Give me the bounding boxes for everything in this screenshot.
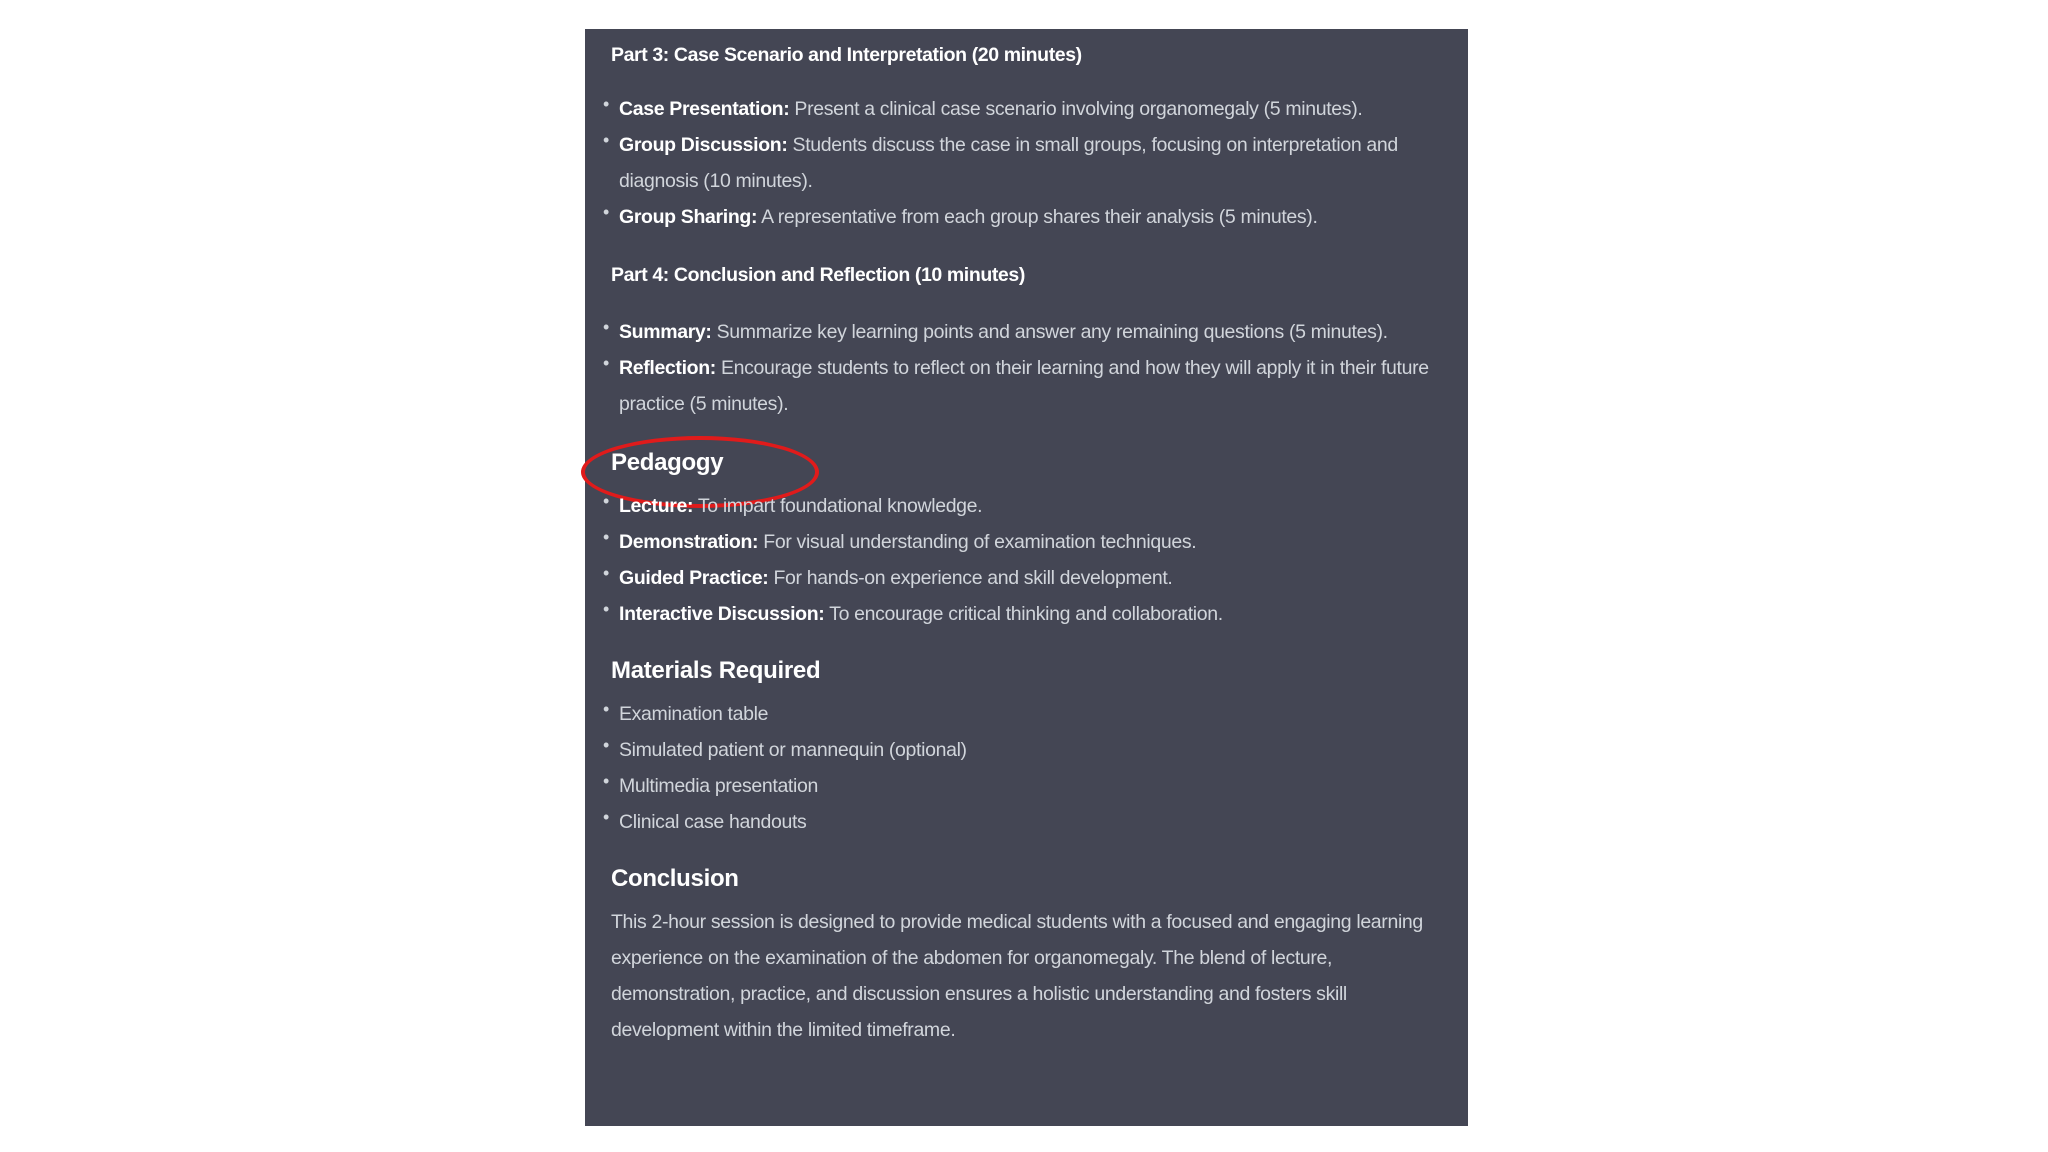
- list-item: [603, 127, 1448, 199]
- list-item: [603, 350, 1448, 422]
- bullet-icon: •: [603, 527, 609, 547]
- item-text: Multimedia presentation: [619, 775, 818, 797]
- part3-list: [603, 91, 1448, 235]
- item-text: Students discuss the case in small groups, focusing on interpretation and diagnosis (10 minutes).: [619, 134, 1398, 192]
- item-text: To encourage critical thinking and collaboration.: [824, 603, 1223, 625]
- part4-list: [603, 314, 1448, 422]
- list-item: [603, 696, 1448, 732]
- pedagogy-list: [603, 488, 1448, 632]
- item-text: Encourage students to reflect on their learning and how they will apply it in their future practice (5 minutes).: [619, 357, 1429, 415]
- conclusion-paragraph: This 2-hour session is designed to provide medical students with a focused and engaging learning experience on the examination of the abdomen for organomegaly. The blend of lecture, demonstration, practice, and discussion ensures a holistic understanding and fosters skill development within the limited timeframe.: [611, 911, 1423, 1041]
- part4-section: [603, 260, 1448, 422]
- item-text: A representative from each group shares their analysis (5 minutes).: [757, 206, 1318, 228]
- item-text: Present a clinical case scenario involving organomegaly (5 minutes).: [789, 98, 1363, 120]
- item-label: Group Sharing:: [619, 206, 758, 228]
- item-label: Summary:: [619, 321, 712, 343]
- conclusion-heading: Conclusion: [611, 865, 739, 892]
- item-text: To impart foundational knowledge.: [693, 495, 983, 517]
- item-label: Group Discussion:: [619, 134, 788, 156]
- bullet-icon: •: [603, 807, 609, 827]
- item-label: Demonstration:: [619, 531, 759, 553]
- bullet-icon: •: [603, 353, 609, 373]
- item-text: Examination table: [619, 703, 769, 725]
- item-label: Lecture:: [619, 495, 694, 517]
- part3-section: [603, 40, 1448, 235]
- bullet-icon: •: [603, 94, 609, 114]
- pedagogy-heading-wrap: [611, 446, 723, 480]
- materials-heading: Materials Required: [611, 657, 821, 684]
- pedagogy-heading: Pedagogy: [611, 449, 724, 476]
- materials-section: [603, 654, 1448, 840]
- bullet-icon: •: [603, 599, 609, 619]
- bullet-icon: •: [603, 699, 609, 719]
- item-text: For visual understanding of examination techniques.: [758, 531, 1197, 553]
- chat-response-panel: [585, 29, 1468, 1126]
- item-text: Summarize key learning points and answer any remaining questions (5 minutes).: [711, 321, 1388, 343]
- list-item: [603, 732, 1448, 768]
- part3-heading: Part 3: Case Scenario and Interpretation (20 minutes): [611, 44, 1082, 66]
- list-item: [603, 314, 1448, 350]
- bullet-icon: •: [603, 130, 609, 150]
- list-item: [603, 91, 1448, 127]
- item-text: For hands-on experience and skill development.: [768, 567, 1173, 589]
- item-text: Simulated patient or mannequin (optional): [619, 739, 967, 761]
- list-item: [603, 596, 1448, 632]
- bullet-icon: •: [603, 491, 609, 511]
- materials-list: [603, 696, 1448, 840]
- list-item: [603, 199, 1448, 235]
- list-item: [603, 488, 1448, 524]
- list-item: [603, 560, 1448, 596]
- list-item: [603, 768, 1448, 804]
- item-label: Guided Practice:: [619, 567, 769, 589]
- item-label: Interactive Discussion:: [619, 603, 825, 625]
- list-item: [603, 524, 1448, 560]
- list-item: [603, 804, 1448, 840]
- item-label: Reflection:: [619, 357, 716, 379]
- item-label: Case Presentation:: [619, 98, 790, 120]
- conclusion-section: [611, 862, 1448, 1048]
- item-text: Clinical case handouts: [619, 811, 807, 833]
- bullet-icon: •: [603, 563, 609, 583]
- bullet-icon: •: [603, 317, 609, 337]
- bullet-icon: •: [603, 771, 609, 791]
- bullet-icon: •: [603, 735, 609, 755]
- part4-heading: Part 4: Conclusion and Reflection (10 minutes): [611, 264, 1025, 286]
- pedagogy-section: [603, 446, 1448, 632]
- bullet-icon: •: [603, 202, 609, 222]
